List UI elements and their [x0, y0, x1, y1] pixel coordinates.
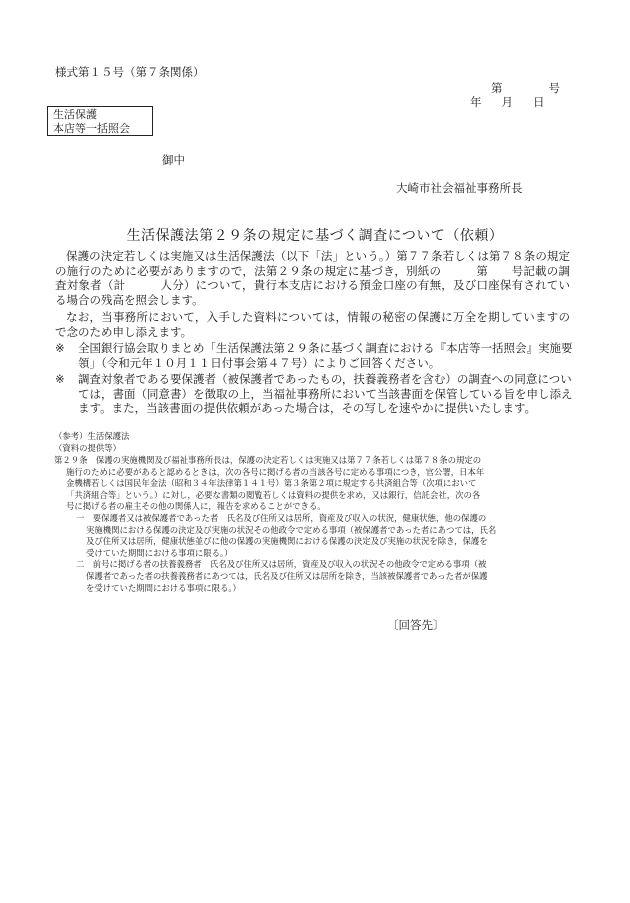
reference-subheading: （資料の提供等） [54, 443, 121, 453]
article-line: を受けていた期間における事項に限る。） [86, 582, 241, 593]
doc-number-suffix: 号 [548, 81, 560, 95]
note-1 [55, 341, 575, 370]
addressee-suffix: 御中 [162, 153, 185, 167]
article-line: 施行のために必要があると認めるときは，次の各号に掲げる者の当該各号に定める事項につき，官公署，日本年 [66, 466, 485, 477]
article-line: 及び住所又は居所，健康状態並びに他の保護の実施機関における保護の決定及び実施の状況を除き，保護を [86, 536, 488, 547]
note-2-mark: ※ [55, 372, 65, 386]
article-line: 号に掲げる者の雇主その他の関係人に，報告を求めることができる。 [66, 501, 326, 512]
sender: 大崎市社会福祉事務所長 [396, 181, 523, 195]
addressee-line-2: 本店等一括照会 [53, 122, 130, 135]
document-date [470, 94, 545, 110]
article-item-2: 二 前号に掲げる者の扶養義務者 氏名及び住所又は居所，資産及び収入の状況その他政令で定める事項（被 [76, 559, 487, 570]
article-line: 「共済組合等」という。）に対し，必要な書類の閲覧若しくは資料の提供を求め，又は銀行，信託会社，次の各 [66, 489, 481, 500]
article-line: 保護者であった者の扶養義務者にあつては，氏名及び住所又は居所を除き，当該被保護者であった者が保護 [86, 570, 488, 581]
date-day: 日 [533, 95, 545, 109]
article-29-text [54, 455, 574, 594]
document-title: 生活保護法第２９条の規定に基づく調査について（依頼） [126, 228, 504, 244]
article-line: 第２９条 保護の実施機関及び福祉事務所長は，保護の決定若しくは実施又は第７７条若しくは第７８条の規定の [54, 455, 482, 465]
article-line: 実施機関における保護の決定及び実施の状況その他政令で定める事項（被保護者であった者にあつては，氏名 [86, 524, 497, 535]
article-item-1: 一 要保護者又は被保護者であった者 氏名及び住所又は居所，資産及び収入の状況，健康状態，他の保護の [76, 512, 487, 523]
form-number: 様式第１５号（第７条関係） [55, 65, 205, 79]
addressee-box [47, 106, 153, 136]
doc-number-prefix: 第 [491, 81, 503, 95]
date-month: 月 [501, 95, 513, 109]
note-2 [55, 372, 575, 416]
article-line: 金機構若しくは国民年金法（昭和３４年法律第１４１号）第３条第２項に規定する共済組合等（次項において [66, 478, 477, 489]
addressee-line-1: 生活保護 [53, 108, 97, 121]
note-2-text: 調査対象者である要保護者（被保護者であったもの，扶養義務者を含む）の調査への同意については，書面（同意書）を徴取の上，当福祉事務所において当該書面を保管している旨を申し添えます。また，当該書面の提供依頼があった場合は，その写しを速やかに提供いたします。 [78, 372, 573, 415]
body-paragraph-1: 保護の決定若しくは実施又は生活保護法（以下「法」という。）第７７条若しくは第７８条の規定の施行のために必要がありますので，法第２９条の規定に基づき，別紙の 第 号記載の調査対象者（計 人分）について，貴行本支店における預金口座の有無，及び口座保有されている場合の残高を照会します。 [55, 249, 570, 307]
body-paragraph-2: なお，当事務所において，入手した資料については，情報の秘密の保護に万全を期していますので念のため申し添えます。 [55, 310, 570, 339]
reply-to-label: 〔回答先〕 [387, 618, 445, 632]
date-year: 年 [470, 95, 482, 109]
article-line: 受けていた期間における事項に限る。） [86, 547, 233, 558]
reference-heading: （参考）生活保護法 [54, 431, 130, 441]
note-1-text: 全国銀行協会取りまとめ「生活保護法第２９条に基づく調査における『本店等一括照会』実施要領」（令和元年１０月１１日付事会第４７号）によりご回答ください。 [78, 341, 573, 370]
note-1-mark: ※ [55, 341, 65, 355]
